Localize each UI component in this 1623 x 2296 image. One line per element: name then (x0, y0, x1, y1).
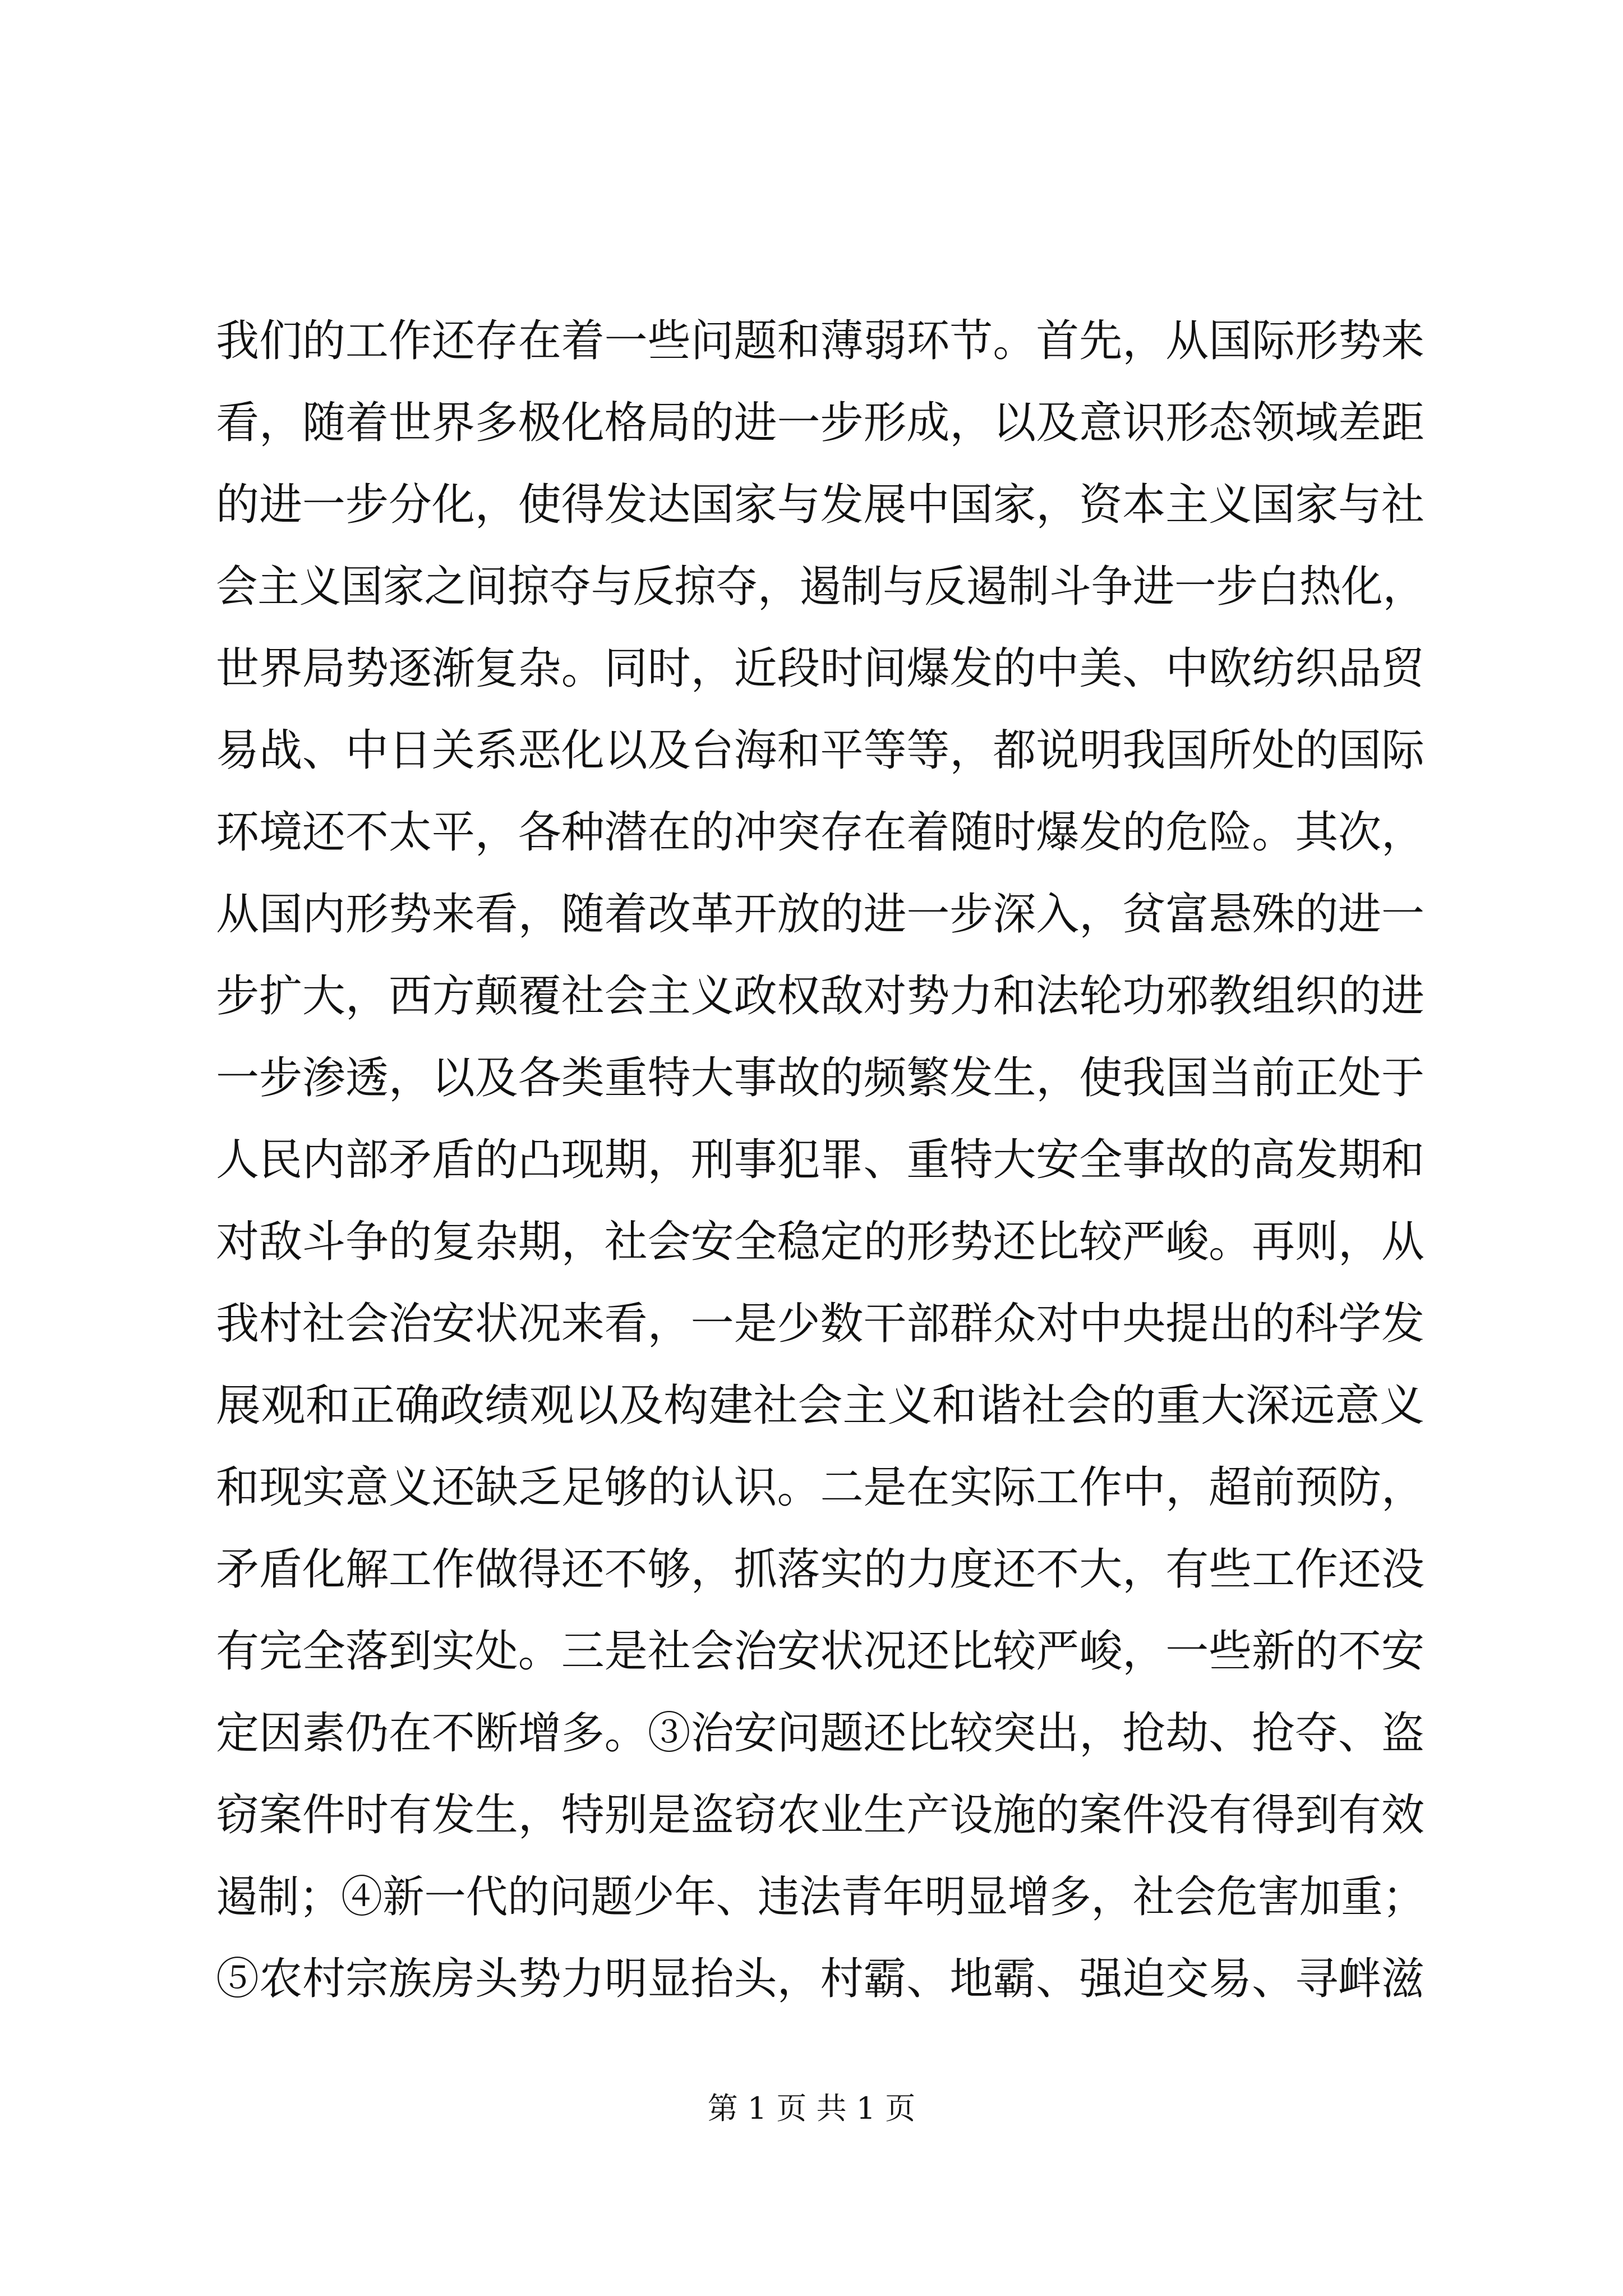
text-line: 展观和正确政绩观以及构建社会主义和谐社会的重大深远意义 (216, 1381, 1424, 1431)
body-paragraph (216, 300, 1424, 2020)
text-line: ⑤农村宗族房头势力明显抬头，村霸、地霸、强迫交易、寻衅滋 (216, 1954, 1424, 2004)
text-line: 一步渗透，以及各类重特大事故的频繁发生，使我国当前正处于 (216, 1053, 1424, 1103)
text-line: 看，随着世界多极化格局的进一步形成，以及意识形态领域差距 (216, 398, 1424, 448)
text-line: 和现实意义还缺乏足够的认识。二是在实际工作中，超前预防， (216, 1462, 1424, 1513)
text-line: 人民内部矛盾的凸现期，刑事犯罪、重特大安全事故的高发期和 (216, 1135, 1424, 1185)
text-line: 世界局势逐渐复杂。同时，近段时间爆发的中美、中欧纺织品贸 (216, 643, 1424, 694)
text-line: 的进一步分化，使得发达国家与发展中国家，资本主义国家与社 (216, 480, 1424, 530)
text-line: 易战、中日关系恶化以及台海和平等等，都说明我国所处的国际 (216, 725, 1424, 776)
text-line: 有完全落到实处。三是社会治安状况还比较严峻，一些新的不安 (216, 1626, 1424, 1677)
text-line: 定因素仍在不断增多。③治安问题还比较突出，抢劫、抢夺、盗 (216, 1708, 1424, 1759)
text-line: 对敌斗争的复杂期，社会安全稳定的形势还比较严峻。再则，从 (216, 1217, 1424, 1267)
text-line: 我村社会治安状况来看，一是少数干部群众对中央提出的科学发 (216, 1299, 1424, 1349)
text-line: 环境还不太平，各种潜在的冲突存在着随时爆发的危险。其次， (216, 807, 1424, 858)
text-line: 从国内形势来看，随着改革开放的进一步深入，贫富悬殊的进一 (216, 889, 1424, 940)
text-line: 窃案件时有发生，特别是盗窃农业生产设施的案件没有得到有效 (216, 1790, 1424, 1841)
text-line: 会主义国家之间掠夺与反掠夺，遏制与反遏制斗争进一步白热化， (216, 562, 1424, 612)
text-line: 矛盾化解工作做得还不够，抓落实的力度还不大，有些工作还没 (216, 1544, 1424, 1595)
page-number-footer: 第 1 页 共 1 页 (707, 2091, 916, 2126)
text-line: 步扩大，西方颠覆社会主义政权敌对势力和法轮功邪教组织的进 (216, 971, 1424, 1022)
text-line: 我们的工作还存在着一些问题和薄弱环节。首先，从国际形势来 (216, 316, 1424, 366)
text-line: 遏制；④新一代的问题少年、违法青年明显增多，社会危害加重； (216, 1872, 1424, 1922)
